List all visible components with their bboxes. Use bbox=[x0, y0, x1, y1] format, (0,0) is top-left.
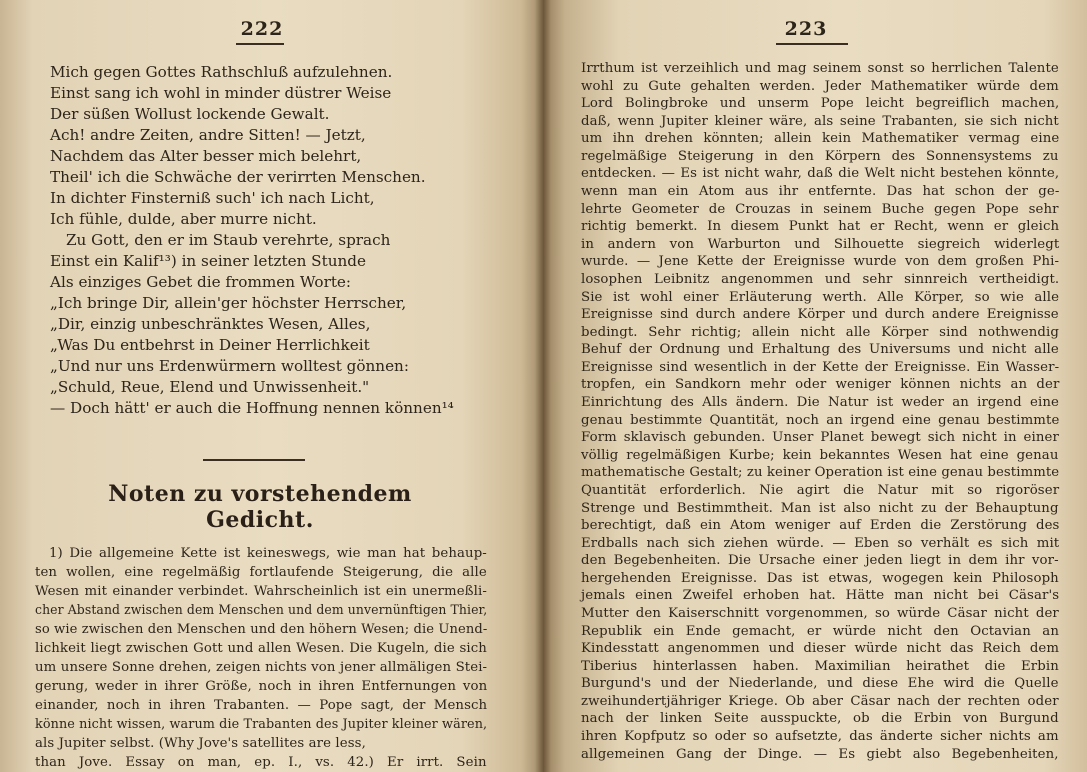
text-line: — Doch hätt' er auch die Hoffnung nennen können¹⁴ bbox=[50, 399, 454, 417]
text-line: „Und nur uns Erdenwürmern wolltest gönnen: bbox=[50, 357, 409, 375]
text-line: als Jupiter selbst. (Why Jove's satellites are less, bbox=[35, 736, 366, 751]
text-line: könne nicht wissen, warum die Trabanten des Jupiter kleiner wären, bbox=[35, 717, 488, 732]
text-line: Mich gegen Gottes Rathschluß aufzulehnen. bbox=[50, 63, 393, 81]
text-line: Burgund's und der Niederlande, und diese Ehe wird die Quelle bbox=[581, 676, 1059, 692]
page-number-rule bbox=[236, 43, 284, 45]
text-line: entdecken. — Es ist nicht wahr, daß die Welt nicht bestehen könnte, bbox=[581, 166, 1060, 182]
text-line: „Schuld, Reue, Elend und Unwissenheit." bbox=[50, 378, 370, 396]
text-line: einander, noch in ihren Trabanten. — Pope sagt, der Mensch bbox=[35, 698, 488, 713]
text-line: Ereignisse sind durch andere Körper und durch andere Ereignisse bbox=[581, 307, 1059, 323]
text-line: lichkeit liegt zwischen Gott und allen Wesen. Die Kugeln, die sich bbox=[35, 641, 487, 656]
page-number-rule bbox=[776, 43, 848, 45]
text-line: regelmäßige Steigerung in den Körpern des Sonnensystems zu bbox=[581, 148, 1059, 164]
page-number: 223 bbox=[784, 18, 828, 40]
text-line: Form sklavisch gebunden. Unser Planet bewegt sich nicht in einer bbox=[581, 430, 1059, 446]
section-divider bbox=[203, 459, 305, 461]
text-line: than Jove. Essay on man, ep. I., vs. 42.) Er irrt. Sein bbox=[35, 755, 487, 770]
text-line: Kindesstatt angenommen und dieser würde nicht das Reich dem bbox=[581, 641, 1060, 657]
text-line: daß, wenn Jupiter kleiner wäre, als seine Trabanten, sie sich nicht bbox=[581, 113, 1059, 129]
text-line: Irrthum ist verzeihlich und mag seinem sonst so herrlichen Talente bbox=[581, 61, 1059, 76]
text-line: berechtigt, daß ein Atom weniger auf Erden die Zerstörung des bbox=[581, 518, 1060, 534]
text-line: mathematische Gestalt; zu keiner Operation ist eine genau bestimmte bbox=[581, 465, 1060, 481]
text-line: Behuf der Ordnung und Erhaltung des Universums und nicht alle bbox=[581, 342, 1059, 358]
page-number: 222 bbox=[240, 18, 284, 40]
text-line: ten wollen, eine regelmäßig fortlaufende Steigerung, die alle bbox=[35, 565, 487, 580]
text-line: allgemeinen Gang der Dinge. — Es giebt also Begebenheiten, bbox=[581, 746, 1059, 762]
text-line: in andern von Warburton und Silhouette siegreich widerlegt bbox=[581, 236, 1060, 252]
text-line: hergehenden Ereignisse. Das ist etwas, wogegen kein Philosoph bbox=[581, 570, 1059, 586]
text-line: Lord Bolingbroke und unserm Pope leicht begreiflich machen, bbox=[581, 96, 1060, 112]
text-line: genau bestimmte Quantität, noch an irgend eine genau bestimmte bbox=[581, 412, 1060, 428]
text-line: Einrichtung des Alls ändern. Die Natur ist weder an irgend eine bbox=[581, 395, 1059, 411]
text-line: nach der linken Seite ausspuckte, ob die Erbin von Burgund bbox=[581, 711, 1059, 727]
text-line: wohl zu Gute gehalten werden. Jeder Mathematiker würde dem bbox=[581, 78, 1059, 94]
text-line: „Was Du entbehrst in Deiner Herrlichkeit bbox=[50, 336, 370, 354]
text-line: den Begebenheiten. Die Ursache einer jeden liegt in dem ihr vor- bbox=[581, 553, 1059, 569]
text-line: Ereignisse sind wesentlich in der Kette der Ereignisse. Ein Wasser- bbox=[581, 359, 1060, 375]
text-line: 1) Die allgemeine Kette ist keineswegs, wie man hat behaup- bbox=[49, 546, 487, 561]
text-line: „Ich bringe Dir, allein'ger höchster Herrscher, bbox=[50, 294, 407, 312]
text-line: Strenge und Bestimmtheit. Man ist also nicht zu der Behauptung bbox=[581, 500, 1059, 516]
text-line: Einst sang ich wohl in minder düstrer Weise bbox=[50, 84, 392, 102]
text-line: Republik ein Ende gemacht, er würde nicht den Octavian an bbox=[581, 623, 1059, 639]
left-page bbox=[0, 0, 543, 772]
text-line: bedingt. Sehr richtig; allein nicht alle Körper sind nothwendig bbox=[581, 324, 1059, 340]
text-line: Einst ein Kalif¹³) in seiner letzten Stunde bbox=[50, 252, 366, 270]
text-line: Nachdem das Alter besser mich belehrt, bbox=[50, 147, 362, 165]
text-line: wenn man ein Atom aus ihr entfernte. Das hat schon der ge- bbox=[581, 184, 1060, 200]
text-line: „Dir, einzig unbeschränktes Wesen, Alles, bbox=[50, 315, 371, 333]
book-gutter bbox=[535, 0, 551, 772]
text-line: Tiberius hinterlassen haben. Maximilian heirathet die Erbin bbox=[581, 658, 1059, 674]
text-line: ihren Kopfputz so oder so aufsetzte, das änderte sicher nichts am bbox=[581, 729, 1059, 745]
text-line: Wesen mit einander verbindet. Wahrscheinlich ist ein unermeßli- bbox=[35, 584, 487, 599]
text-line: Mutter den Kaiserschnitt vorgenommen, so würde Cäsar nicht der bbox=[581, 605, 1059, 621]
text-line: In dichter Finsterniß such' ich nach Licht, bbox=[50, 189, 375, 207]
text-line: cher Abstand zwischen dem Menschen und dem unvernünftigen Thier, bbox=[35, 603, 488, 618]
text-line: Der süßen Wollust lockende Gewalt. bbox=[50, 105, 330, 123]
text-line: Sie ist wohl einer Erläuterung werth. Alle Körper, so wie alle bbox=[581, 289, 1060, 305]
text-line: Erdballs nach sich ziehen würde. — Eben so verhält es sich mit bbox=[581, 535, 1060, 551]
text-line: Theil' ich die Schwäche der verirrten Menschen. bbox=[50, 168, 426, 186]
text-line: jemals einen Zweifel erhoben hat. Hätte man nicht bei Cäsar's bbox=[581, 588, 1060, 604]
text-line: Quantität erforderlich. Nie agirt die Natur mit so rigoröser bbox=[581, 482, 1060, 498]
text-line: völlig regelmäßigen Kurbe; kein bekanntes Wesen hat eine genau bbox=[581, 447, 1059, 463]
text-line: richtig bemerkt. In diesem Punkt hat er Recht, wenn er gleich bbox=[581, 219, 1060, 235]
notes-heading: Noten zu vorstehendem Gedicht. bbox=[108, 481, 412, 533]
text-line: gerung, weder in ihrer Größe, noch in ihren Entfernungen von bbox=[35, 679, 488, 694]
text-line: lehrte Geometer de Crouzas in seinem Buche gegen Pope sehr bbox=[581, 201, 1059, 217]
text-line: um unsere Sonne drehen, zeigen nichts von jener allmäligen Stei- bbox=[35, 660, 488, 675]
text-line: losophen Leibnitz angenommen und sehr sinnreich vertheidigt. bbox=[581, 271, 1060, 287]
text-line: Ach! andre Zeiten, andre Sitten! — Jetzt, bbox=[50, 126, 366, 144]
text-line: zweihundertjähriger Kriege. Ob aber Cäsar nach der rechten oder bbox=[581, 693, 1059, 709]
text-line: Ich fühle, dulde, aber murre nicht. bbox=[50, 210, 317, 228]
right-page bbox=[543, 0, 1087, 772]
text-line: um ihn drehen könnten; allein kein Mathematiker vermag eine bbox=[581, 131, 1060, 147]
text-line: Zu Gott, den er im Staub verehrte, sprach bbox=[66, 231, 391, 249]
text-line: Als einziges Gebet die frommen Worte: bbox=[50, 273, 352, 291]
text-line: so wie zwischen den Menschen und den höhern Wesen; die Unend- bbox=[35, 622, 488, 637]
text-line: wurde. — Jene Kette der Ereignisse wurde von dem großen Phi- bbox=[581, 254, 1060, 270]
text-line: tropfen, ein Sandkorn mehr oder weniger können nichts an der bbox=[581, 377, 1060, 393]
